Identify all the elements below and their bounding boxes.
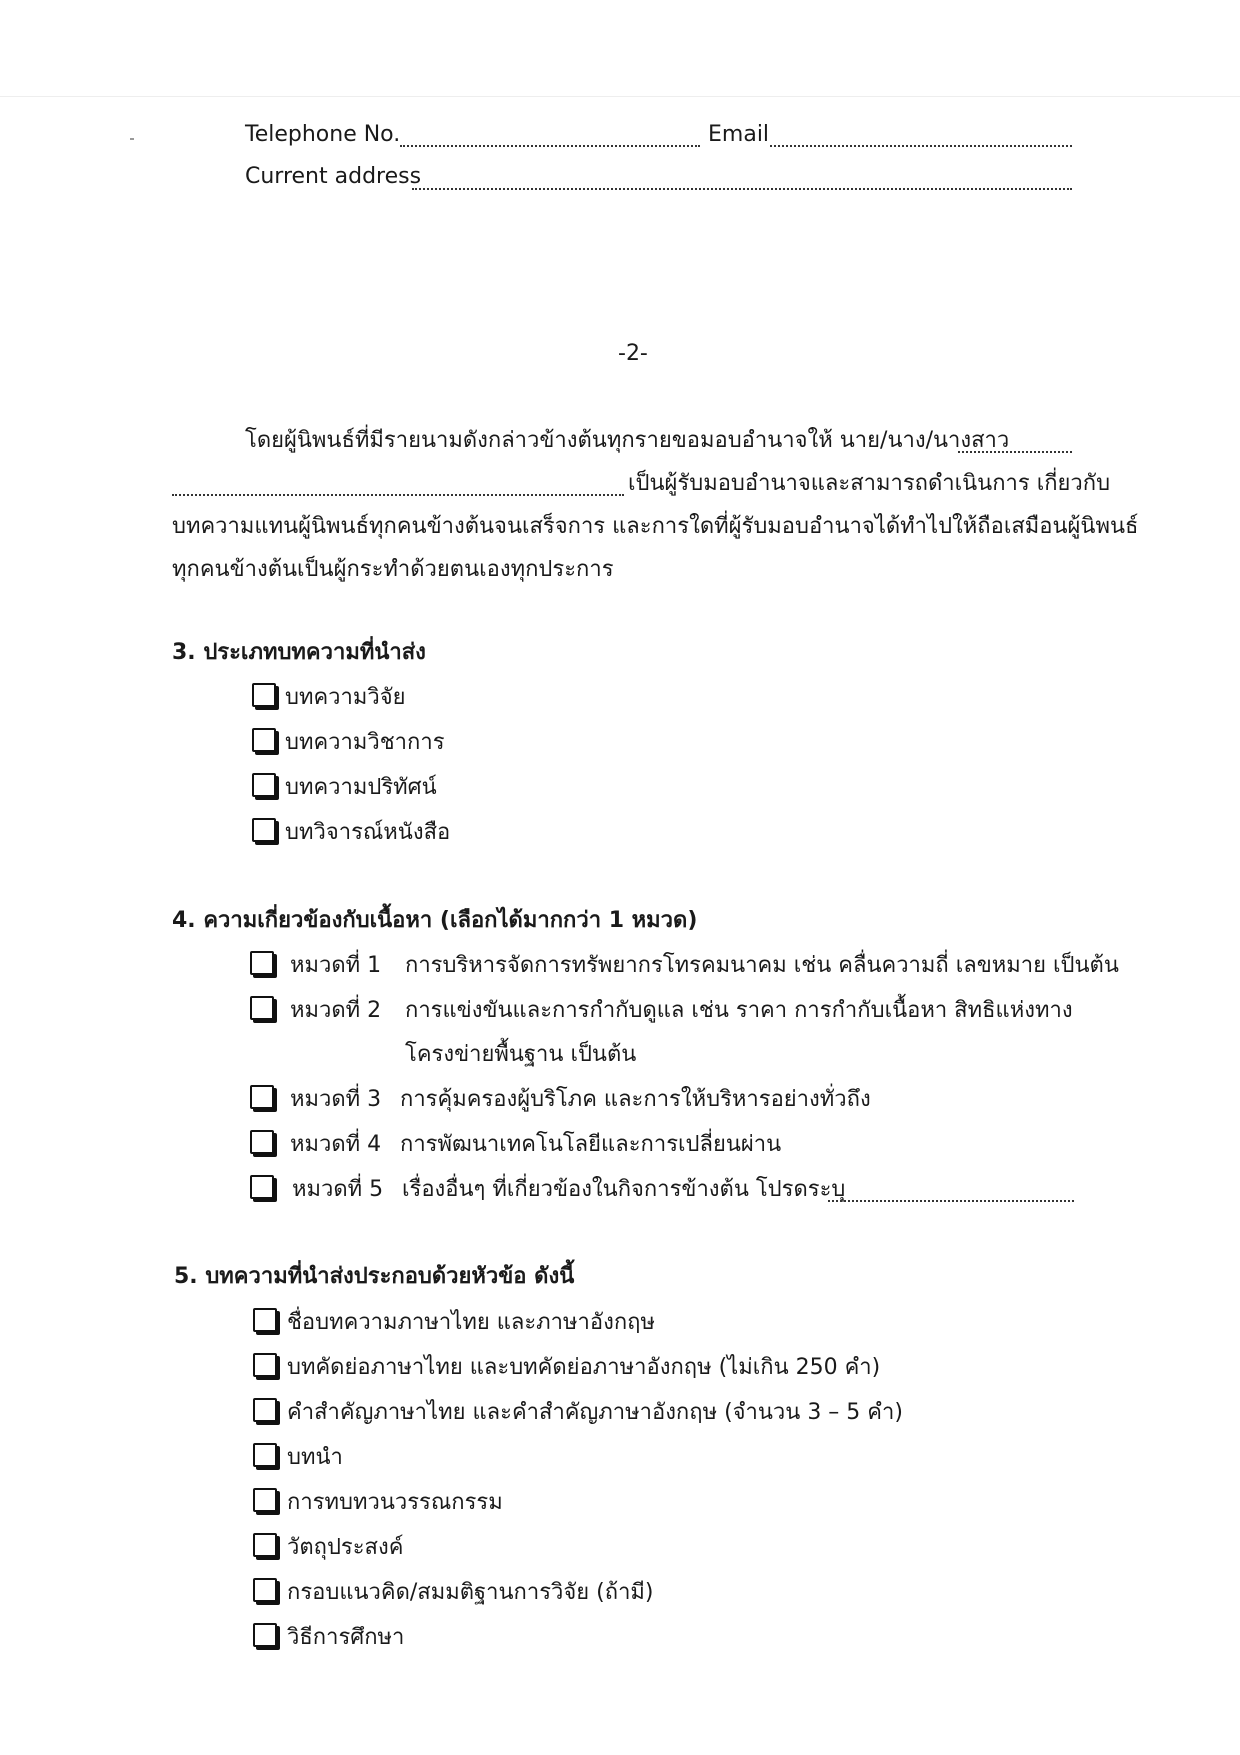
authorization-line-1: โดยผู้นิพนธ์ที่มีรายนามดังกล่าวข้างต้นทุกรายขอมอบอำนาจให้ นาย/นาง/นางสาว (245, 428, 1010, 453)
category-label: หมวดที่ 5 (292, 1177, 384, 1202)
email-field[interactable] (770, 145, 1072, 147)
category-checkbox[interactable] (250, 1175, 274, 1199)
authorization-line-3: บทความแทนผู้นิพนธ์ทุกคนข้างต้นจนเสร็จการ และการใดที่ผู้รับมอบอำนาจได้ทำไปให้ถือเสมือนผู้นิพนธ์ (172, 514, 1139, 539)
topic-checkbox[interactable] (253, 1578, 277, 1602)
category-label: หมวดที่ 3 (290, 1087, 382, 1112)
authorized-person-field-continued[interactable] (172, 494, 624, 496)
category-label: หมวดที่ 4 (290, 1132, 382, 1157)
topic-checkbox[interactable] (253, 1623, 277, 1647)
topic-checkbox[interactable] (253, 1398, 277, 1422)
authorized-person-field[interactable] (958, 451, 1072, 453)
topic-label: วิธีการศึกษา (287, 1625, 405, 1650)
scan-speck (130, 138, 134, 140)
category-other-specify-field[interactable] (828, 1200, 1074, 1202)
article-type-label: บทความปริทัศน์ (285, 775, 437, 800)
telephone-field[interactable] (400, 145, 700, 147)
category-description: การคุ้มครองผู้บริโภค และการให้บริหารอย่างทั่วถึง (400, 1087, 871, 1112)
category-checkbox[interactable] (250, 951, 274, 975)
address-label: Current address (245, 164, 422, 189)
topic-label: คำสำคัญภาษาไทย และคำสำคัญภาษาอังกฤษ (จำนวน 3 – 5 คำ) (287, 1400, 903, 1425)
authorization-line-2: เป็นผู้รับมอบอำนาจและสามารถดำเนินการ เกี่ยวกับ (628, 471, 1111, 496)
topic-label: กรอบแนวคิด/สมมติฐานการวิจัย (ถ้ามี) (287, 1580, 654, 1605)
telephone-label: Telephone No. (245, 122, 401, 147)
article-type-label: บทความวิจัย (285, 685, 406, 710)
address-field[interactable] (412, 188, 1072, 190)
topic-checkbox[interactable] (253, 1533, 277, 1557)
topic-label: การทบทวนวรรณกรรม (287, 1490, 503, 1515)
article-type-checkbox[interactable] (252, 683, 276, 707)
category-description: การบริหารจัดการทรัพยากรโทรคมนาคม เช่น คลื่นความถี่ เลขหมาย เป็นต้น (405, 953, 1119, 978)
topic-checkbox[interactable] (253, 1308, 277, 1332)
section-3-heading: 3. ประเภทบทความที่นำส่ง (172, 640, 426, 665)
topic-label: บทคัดย่อภาษาไทย และบทคัดย่อภาษาอังกฤษ (ไม่เกิน 250 คำ) (287, 1355, 881, 1380)
category-checkbox[interactable] (250, 996, 274, 1020)
category-checkbox[interactable] (250, 1085, 274, 1109)
page-number: -2- (618, 341, 648, 366)
topic-label: วัตถุประสงค์ (287, 1535, 404, 1560)
category-label: หมวดที่ 1 (290, 953, 382, 978)
topic-checkbox[interactable] (253, 1443, 277, 1467)
section-5-heading: 5. บทความที่นำส่งประกอบด้วยหัวข้อ ดังนี้ (174, 1264, 575, 1289)
category-label: หมวดที่ 2 (290, 998, 382, 1023)
category-description: การพัฒนาเทคโนโลยีและการเปลี่ยนผ่าน (400, 1132, 782, 1157)
email-label: Email (708, 122, 770, 147)
article-type-checkbox[interactable] (252, 773, 276, 797)
category-description: การแข่งขันและการกำกับดูแล เช่น ราคา การกำกับเนื้อหา สิทธิแห่งทาง (405, 998, 1073, 1023)
article-type-label: บทวิจารณ์หนังสือ (285, 820, 451, 845)
section-4-heading: 4. ความเกี่ยวข้องกับเนื้อหา (เลือกได้มากกว่า 1 หมวด) (172, 908, 698, 933)
authorization-line-4: ทุกคนข้างต้นเป็นผู้กระทำด้วยตนเองทุกประการ (172, 557, 614, 582)
topic-checkbox[interactable] (253, 1488, 277, 1512)
topic-label: ชื่อบทความภาษาไทย และภาษาอังกฤษ (287, 1310, 655, 1335)
topic-label: บทนำ (287, 1445, 343, 1470)
scan-edge-line (0, 96, 1240, 97)
category-checkbox[interactable] (250, 1130, 274, 1154)
article-type-checkbox[interactable] (252, 728, 276, 752)
category-description: เรื่องอื่นๆ ที่เกี่ยวข้องในกิจการข้างต้น โปรดระบุ (402, 1177, 846, 1202)
article-type-label: บทความวิชาการ (285, 730, 445, 755)
category-description-continued: โครงข่ายพื้นฐาน เป็นต้น (405, 1042, 637, 1067)
article-type-checkbox[interactable] (252, 818, 276, 842)
topic-checkbox[interactable] (253, 1353, 277, 1377)
